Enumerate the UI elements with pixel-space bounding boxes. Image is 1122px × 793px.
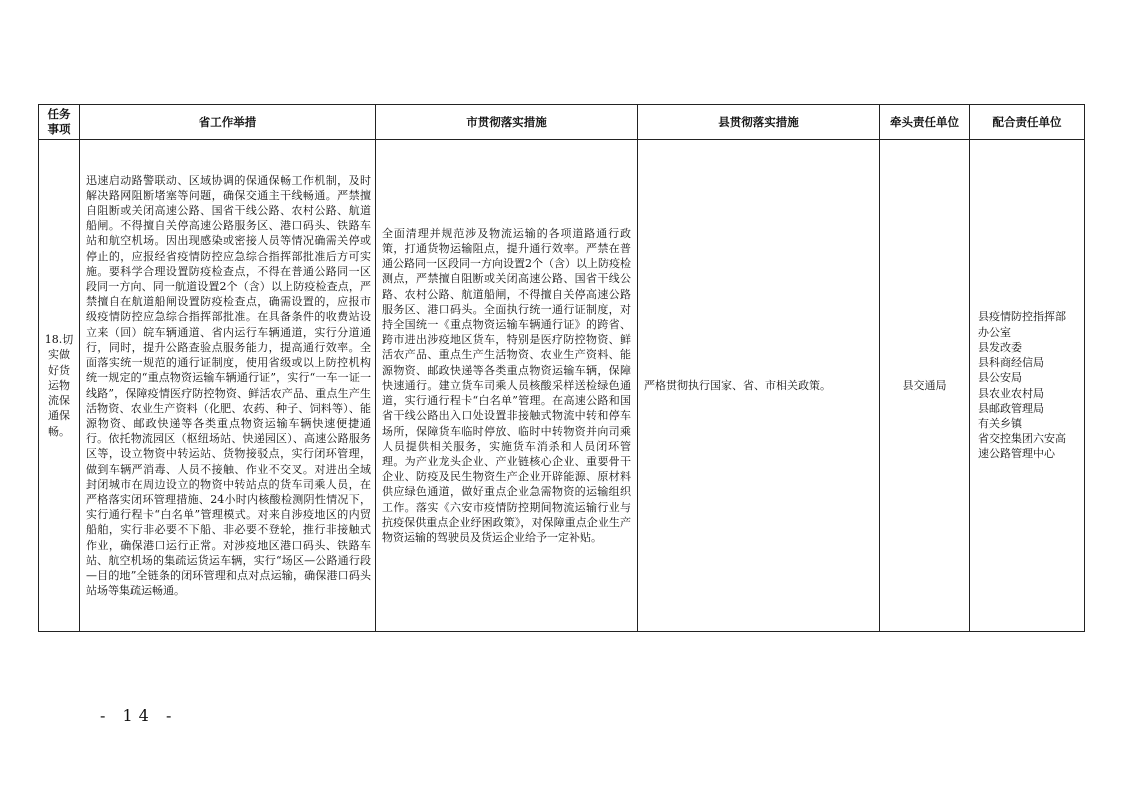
cooperating-unit: 县公安局 [978, 371, 1022, 385]
cooperating-unit: 县发改委 [978, 340, 1022, 354]
cooperating-units-cell [970, 140, 1085, 632]
cooperating-unit: 县疫情防控指挥部办公室 [978, 310, 1066, 339]
provincial-measures-cell [80, 140, 376, 632]
provincial-measures-text: 迅速启动路警联动、区域协调的保通保畅工作机制，及时解决路网阻断堵塞等问题，确保交通主干线畅通。严禁擅自阻断或关闭高速公路、国省干线公路、农村公路、航道船闸。不得擅自关停高速公路服务区、港口码头、铁路车站和航空机场。因出现感染或密接人员等情况确需关停或停止的，应报经省疫情防控应急综合指挥部批准后方可实施。要科学合理设置防疫检查点，不得在普通公路同一区段同一方向、同一航道设置2个（含）以上防疫检查点，严禁擅自在航道船闸设置防疫检查点，确需设置的，应报市级疫情防控应急综合指挥部批准。在具备条件的收费站设立来（回）皖车辆通道、省内运行车辆通道，实行分道通行，同时，提升公路查验点服务能力，提高通行效率。全面落实统一规范的通行证制度，使用省级或以上防控机构统一规定的“重点物资运输车辆通行证”，实行“一车一证一线路”，保障疫情医疗防控物资、鲜活农产品、重点生产生活物资、农业生产资料（化肥、农药、种子、饲料等）、能源物资、邮政快递等各类重点物资运输车辆快速便捷通行。依托物流园区（枢纽场站、快递园区）、高速公路服务区等，设立物资中转运站、货物接驳点，实行闭环管理，做到车辆严消毒、人员不接触、作业不交叉。对进出全域封闭城市在周边设立的物资中转站点的货车司乘人员，在严格落实闭环管理措施、24小时内核酸检测阴性情况下，实行通行程卡“白名单”管理模式。对来自涉疫地区的内贸船舶，实行非必要不下船、非必要不登轮，推行非接触式作业，确保港口运行正常。对涉疫地区港口码头、铁路车站、航空机场的集疏运货运车辆，实行“场区—公路通行段—目的地”全链条的闭环管理和点对点运输，确保港口码头站场等集疏运畅通。 [86, 173, 371, 598]
header-cooperating-units: 配合责任单位 [970, 105, 1085, 140]
cooperating-unit: 县科商经信局 [978, 356, 1044, 370]
header-county-measures: 县贯彻落实措施 [638, 105, 880, 140]
cooperating-unit: 县农业农村局 [978, 386, 1044, 400]
cooperating-unit: 县邮政管理局 [978, 401, 1044, 415]
cooperating-unit: 有关乡镇 [978, 416, 1022, 430]
city-measures-text: 全面清理并规范涉及物流运输的各项道路通行政策，打通货物运输阻点，提升通行效率。严禁在普通公路同一区段同一方向设置2个（含）以上防疫检测点，严禁擅自阻断或关闭高速公路、国省干线公路、农村公路、航道船闸，不得擅自关停高速公路服务区、港口码头。全面执行统一通行证制度，对持全国统一《重点物资运输车辆通行证》的跨省、跨市进出涉疫地区货车，特别是医疗防控物资、鲜活农产品、重点生产生活物资、农业生产资料、能源物资、邮政快递等各类重点物资运输车辆，保障快速通行。建立货车司乘人员核酸采样送检绿色通道，实行通行程卡“白名单”管理。在高速公路和国省干线公路出入口处设置非接触式物流中转和停车场所，保障货车临时停放、临时中转物资并向司乘人员提供相关服务，实施货车消杀和人员闭环管理。为产业龙头企业、产业链核心企业、重要骨干企业、防疫及民生物资生产企业开辟能源、原材料供应绿色通道，做好重点企业急需物资的运输组织工作。落实《六安市疫情防控期间物流运输行业与抗疫保供重点企业纾困政策》，对保障重点企业生产物资运输的驾驶员及货运企业给予一定补贴。 [382, 226, 631, 544]
cooperating-units-list [970, 309, 1084, 461]
page-number: - 14 - [100, 706, 178, 725]
table-row [39, 140, 1085, 632]
header-task: 任务 事项 [39, 105, 80, 140]
header-lead-unit: 牵头责任单位 [880, 105, 970, 140]
county-measures-text: 严格贯彻执行国家、省、市相关政策。 [644, 378, 831, 392]
lead-unit-text: 县交通局 [902, 378, 947, 392]
header-city-measures: 市贯彻落实措施 [376, 105, 638, 140]
task-cell [39, 140, 80, 632]
county-measures-cell [638, 140, 880, 632]
task-table [38, 104, 1085, 632]
city-measures-cell [376, 140, 638, 632]
lead-unit-cell [880, 140, 970, 632]
cooperating-unit: 省交控集团六安高速公路管理中心 [978, 432, 1066, 461]
header-provincial-measures: 省工作举措 [80, 105, 376, 140]
header-row [39, 105, 1085, 140]
task-text: 18.切实做好货运物流保通保畅。 [44, 333, 74, 438]
